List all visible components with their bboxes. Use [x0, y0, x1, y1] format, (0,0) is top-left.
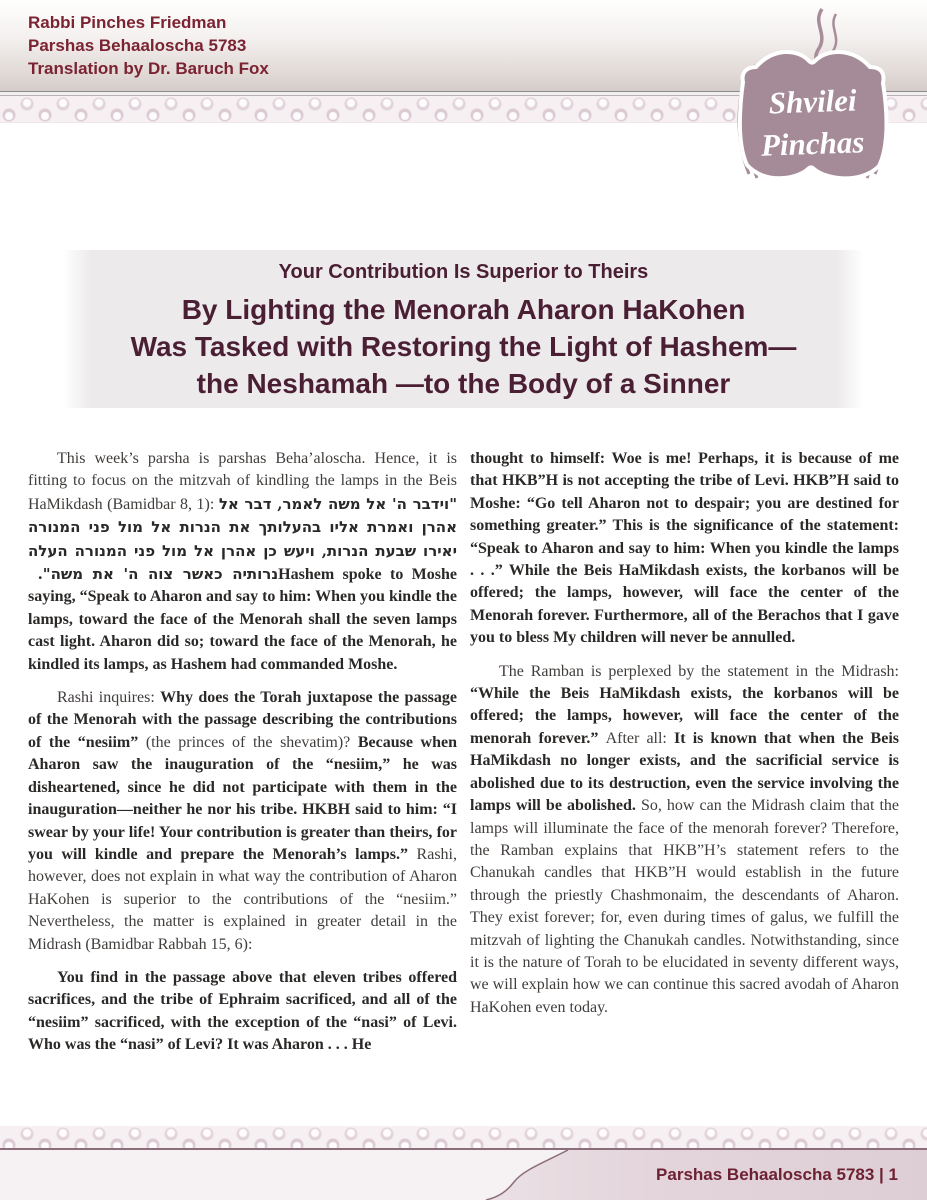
- text-segment-normal: Rashi, however, does not explain in what way the contribution of Aharon HaKohen is superior to the contributions of the “nesiim.” Nevertheless, the matter is explained in greater detail in the Midrash (Bamidbar Rabbah 15, 6):: [28, 845, 457, 953]
- ornamental-border-bottom: [0, 1126, 927, 1149]
- text-segment-hebrew: "וידבר ה' אל משה לאמר, דבר אל אהרן ואמרת אליו בהעלותך את הנרות אל מול פני המנורה יאירו שבעת הנרות, ויעש כן אהרן אל מול פני המנורה העלה נרותיה כאשר צוה ה' את משה".: [28, 494, 458, 584]
- paragraph: [28, 448, 457, 676]
- text-segment-bold: It is known that when the Beis HaMikdash no longer exists, and the sacrificial service is abolished due to its destruction, even the service involving the lamps will be abolished.: [470, 729, 899, 815]
- header-translator: Translation by Dr. Baruch Fox: [28, 59, 269, 78]
- article-title: [63, 291, 864, 402]
- header-parsha: Parshas Behaaloscha 5783: [28, 36, 247, 55]
- article-title-line1: By Lighting the Menorah Aharon HaKohen: [181, 294, 746, 325]
- text-segment-bold: Why does the Torah juxtapose the passage of the Menorah with the passage describing the contributions of the “nesiim”: [28, 689, 457, 751]
- paragraph: [28, 967, 457, 1057]
- paragraph: [470, 448, 899, 650]
- text-segment-bold: Hashem spoke to Moshe saying, “Speak to Aharon and say to him: When you kindle the lamps, toward the face of the Menorah shall the seven lamps cast light. Aharon did so; toward the face of the Menorah, he kindled its lamps, as Hashem had commanded Moshe.: [28, 566, 457, 673]
- shvilei-pinchas-logo: [713, 4, 911, 200]
- title-band: [63, 250, 864, 408]
- text-segment-normal: The Ramban is perplexed by the statement in the Midrash:: [499, 662, 899, 680]
- article-title-line3: the Neshamah —to the Body of a Sinner: [196, 368, 731, 399]
- footer-band: [0, 1150, 927, 1200]
- text-segment-normal: This week’s parsha is parshas Beha’aloscha. Hence, it is fitting to focus on the mitzvah of kindling the lamps in the Beis HaMikdash (Bamidbar 8, 1):: [28, 450, 457, 513]
- text-segment-normal: Rashi inquires:: [57, 689, 161, 707]
- paragraph: [470, 661, 899, 1020]
- logo-text-line1: Shvilei: [768, 82, 858, 121]
- paragraph: [28, 687, 457, 956]
- text-segment-normal: So, how can the Midrash claim that the lamps will illuminate the face of the menorah forever? Therefore, the Ramban explains that HKB”H’s statement refers to the Chanukah candles that HKB”H would establish in the future through the priestly Chashmonaim, the descendants of Aharon. They exist forever; for, even during times of galus, we fulfill the mitzvah of lighting the Chanukah candles. Notwithstanding, since it is the nature of Torah to be elucidated in seventy different ways, we will explain how we can continue this sacred avodah of Aharon HaKohen even today.: [470, 797, 899, 1016]
- book-logo-icon: [713, 4, 911, 200]
- text-segment-normal: After all:: [605, 729, 675, 747]
- left-column: [28, 448, 457, 1128]
- text-segment-bold: Because when Aharon saw the inauguration of the “nesiim,” he was disheartened, since he did not participate with them in the inauguration—neither he nor his tribe. HKBH said to him: “I swear by your life! Your contribution is greater than theirs, for you will kindle and prepare the Menorah’s lamps.”: [28, 733, 457, 863]
- right-column: [470, 448, 899, 1128]
- article-subtitle: Your Contribution Is Superior to Theirs: [278, 261, 649, 283]
- header-author: Rabbi Pinches Friedman: [28, 13, 227, 32]
- header-author-block: [28, 11, 269, 80]
- text-segment-normal: (the princes of the shevatim)?: [145, 733, 358, 751]
- footer-page-label: Parshas Behaaloscha 5783 | 1: [656, 1165, 898, 1184]
- article-title-line2: Was Tasked with Restoring the Light of Hashem—: [130, 331, 797, 362]
- text-segment-bold: You find in the passage above that eleven tribes offered sacrifices, and the tribe of Ephraim sacrificed, and all of the “nesiim” sacrificed, with the exception of the “nasi” of Levi. Who was the “nasi” of Levi? It was Aharon . . . He: [28, 968, 457, 1054]
- text-segment-bold: “While the Beis HaMikdash exists, the korbanos will be offered; the lamps, however, will face the center of the menorah forever.”: [470, 685, 899, 747]
- text-segment-bold: thought to himself: Woe is me! Perhaps, it is because of me that HKB”H is not accepting the tribe of Levi. HKB”H said to Moshe: “Go tell Aharon not to despair; you are destined for something greater.” This is the significance of the statement: “Speak to Aharon and say to him: When you kindle the lamps . . .” While the Beis HaMikdash exists, the korbanos will be offered; the lamps, however, will face the center of the Menorah forever. Furthermore, all of the Berachos that I gave you to bless My children will never be annulled.: [470, 450, 899, 647]
- article-body: [28, 448, 899, 1128]
- logo-text-line2: Pinchas: [760, 124, 865, 163]
